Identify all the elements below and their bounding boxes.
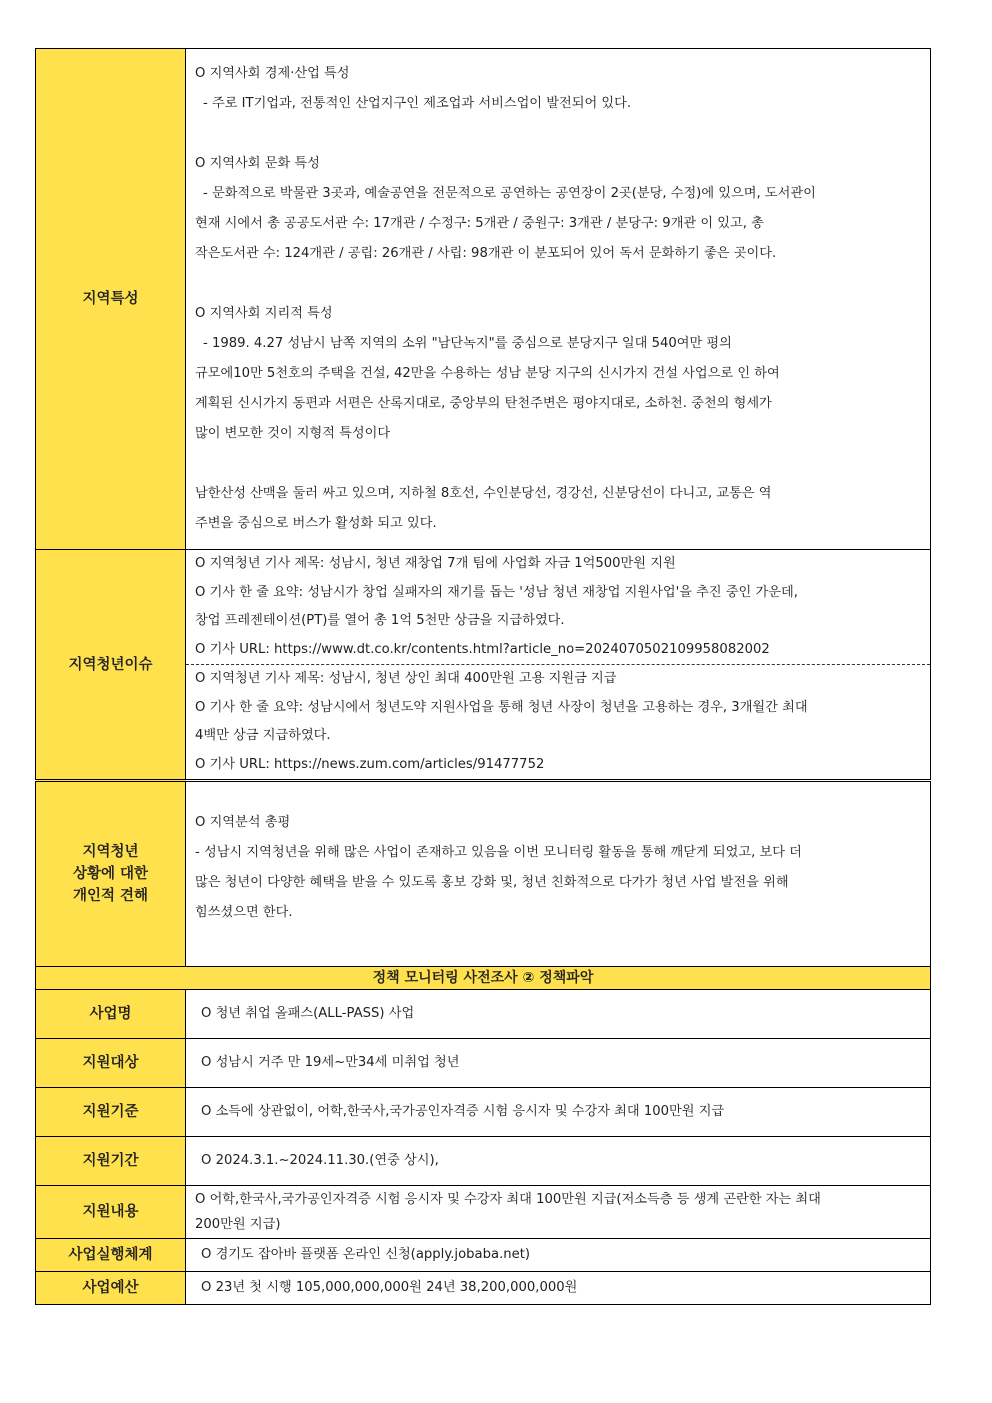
policy-row — [36, 1239, 931, 1272]
article-line: 4백만 상금 지급하였다. — [195, 728, 331, 743]
regional-features-line: - 주로 IT기업과, 전통적인 산업지구인 제조업과 서비스업이 발전되어 있다. — [203, 96, 632, 111]
regional-features-line — [195, 449, 921, 479]
policy-row-value — [186, 990, 931, 1039]
policy-row-value — [186, 1088, 931, 1137]
regional-features-content — [186, 49, 931, 550]
personal-view-line: O 지역분석 총평 — [195, 815, 291, 830]
regional-features-label: 지역특성 — [36, 49, 186, 550]
policy-row-value — [186, 1272, 931, 1305]
personal-view-label-line: 지역청년 — [82, 844, 139, 860]
regional-features-line: - 문화적으로 박물관 3곳과, 예술공연을 전문적으로 공연하는 공연장이 2곳(분당, 수정)에 있으며, 도서관이 — [203, 186, 816, 201]
personal-view-label-line: 상황에 대한 — [72, 866, 149, 882]
policy-row-label: 사업실행체계 — [36, 1239, 186, 1272]
youth-issues-content — [186, 550, 931, 781]
personal-view-label-line: 개인적 견해 — [72, 888, 149, 904]
regional-features-line: O 지역사회 문화 특성 — [195, 156, 320, 171]
personal-view-line: 힘쓰셨으면 한다. — [195, 905, 293, 920]
youth-issues-row — [36, 550, 931, 781]
personal-view-line: - 성남시 지역청년을 위해 많은 사업이 존재하고 있음을 이번 모니터링 활동을 통해 깨닫게 되었고, 보다 더 — [195, 845, 802, 860]
policy-row — [36, 1039, 931, 1088]
article-line: O 기사 한 줄 요약: 성남시에서 청년도약 지원사업을 통해 청년 사장이 청년을 고용하는 경우, 3개월간 최대 — [195, 699, 808, 715]
regional-features-line: O 지역사회 경제·산업 특성 — [195, 66, 350, 81]
personal-view-lines — [195, 808, 921, 928]
regional-features-line: - 1989. 4.27 성남시 남쪽 지역의 소위 "남단녹지"를 중심으로 분당지구 일대 540여만 평의 — [203, 336, 732, 351]
policy-banner-row — [36, 967, 931, 990]
regional-features-line: 많이 변모한 것이 지형적 특성이다 — [195, 426, 391, 441]
news-article-block — [186, 550, 930, 664]
article-line: O 기사 한 줄 요약: 성남시가 창업 실패자의 재기를 돕는 '성남 청년 재창업 지원사업'을 추진 중인 가운데, — [195, 584, 798, 600]
regional-features-line: 규모에10만 5천호의 주택을 건설, 42만을 수용하는 성남 분당 지구의 신시가지 건설 사업으로 인 하여 — [195, 366, 780, 381]
policy-row-label: 지원대상 — [36, 1039, 186, 1088]
article-line: O 지역청년 기사 제목: 성남시, 청년 상인 최대 400만원 고용 지원금 지급 — [195, 671, 617, 686]
policy-row-text: 200만원 지급) — [195, 1217, 281, 1232]
policy-row-text: O 성남시 거주 만 19세~만34세 미취업 청년 — [201, 1055, 460, 1070]
regional-features-line: 현재 시에서 총 공공도서관 수: 17개관 / 수정구: 5개관 / 중원구: 3개관 / 분당구: 9개관 이 있고, 총 — [195, 216, 764, 231]
policy-row-label: 지원내용 — [36, 1186, 186, 1239]
article-line: 창업 프레젠테이션(PT)를 열어 총 1억 5천만 상금을 지급하였다. — [195, 613, 565, 628]
policy-row-label: 지원기준 — [36, 1088, 186, 1137]
regional-features-lines — [195, 59, 921, 539]
article-url: O 기사 URL: https://news.zum.com/articles/91477752 — [195, 756, 545, 772]
regional-features-line: 계획된 신시가지 동편과 서편은 산록지대로, 중앙부의 탄천주변은 평야지대로, 소하천. 중천의 형세가 — [195, 396, 772, 411]
policy-row-text: O 23년 첫 시행 105,000,000,000원 24년 38,200,000,000원 — [201, 1280, 578, 1295]
youth-issues-label: 지역청년이슈 — [36, 550, 186, 781]
regional-features-line: O 지역사회 지리적 특성 — [195, 306, 333, 321]
policy-row — [36, 1088, 931, 1137]
news-article-block — [186, 664, 930, 779]
regional-features-line — [195, 119, 921, 149]
policy-banner: 정책 모니터링 사전조사 ② 정책파악 — [36, 967, 931, 990]
article-line: O 지역청년 기사 제목: 성남시, 청년 재창업 7개 팀에 사업화 자금 1억500만원 지원 — [195, 556, 676, 571]
policy-row-text: O 어학,한국사,국가공인자격증 시험 응시자 및 수강자 최대 100만원 지급(저소득층 등 생계 곤란한 자는 최대 — [195, 1192, 821, 1207]
policy-row-value — [186, 1137, 931, 1186]
policy-row-label: 사업명 — [36, 990, 186, 1039]
youth-issues-articles — [186, 550, 930, 779]
policy-row-value — [186, 1239, 931, 1272]
regional-features-row — [36, 49, 931, 550]
personal-view-line: 많은 청년이 다양한 혜택을 받을 수 있도록 홍보 강화 및, 청년 친화적으로 다가가 청년 사업 발전을 위해 — [195, 875, 789, 890]
policy-row — [36, 1272, 931, 1305]
article-url: O 기사 URL: https://www.dt.co.kr/contents.html?article_no=2024070502109958082002 — [195, 641, 770, 657]
policy-row-text: O 소득에 상관없이, 어학,한국사,국가공인자격증 시험 응시자 및 수강자 최대 100만원 지급 — [201, 1104, 725, 1119]
personal-view-row — [36, 781, 931, 967]
personal-view-content — [186, 781, 931, 967]
report-table — [35, 48, 931, 1305]
policy-row — [36, 1137, 931, 1186]
policy-row-text: O 경기도 잡아바 플랫폼 온라인 신청(apply.jobaba.net) — [201, 1247, 531, 1262]
regional-features-line: 남한산성 산맥을 둘러 싸고 있으며, 지하철 8호선, 수인분당선, 경강선, 신분당선이 다니고, 교통은 역 — [195, 486, 772, 501]
policy-row-text: O 2024.3.1.~2024.11.30.(연중 상시), — [201, 1153, 439, 1168]
regional-features-line: 주변을 중심으로 버스가 활성화 되고 있다. — [195, 516, 437, 531]
policy-row-text: O 청년 취업 올패스(ALL-PASS) 사업 — [201, 1006, 415, 1021]
regional-features-line: 작은도서관 수: 124개관 / 공립: 26개관 / 사립: 98개관 이 분포되어 있어 독서 문화하기 좋은 곳이다. — [195, 246, 777, 261]
policy-row-label: 사업예산 — [36, 1272, 186, 1305]
policy-row-value — [186, 1186, 931, 1239]
policy-row-label: 지원기간 — [36, 1137, 186, 1186]
policy-row — [36, 990, 931, 1039]
policy-row-value — [186, 1039, 931, 1088]
policy-row — [36, 1186, 931, 1239]
regional-features-line — [195, 269, 921, 299]
personal-view-label — [36, 781, 186, 967]
